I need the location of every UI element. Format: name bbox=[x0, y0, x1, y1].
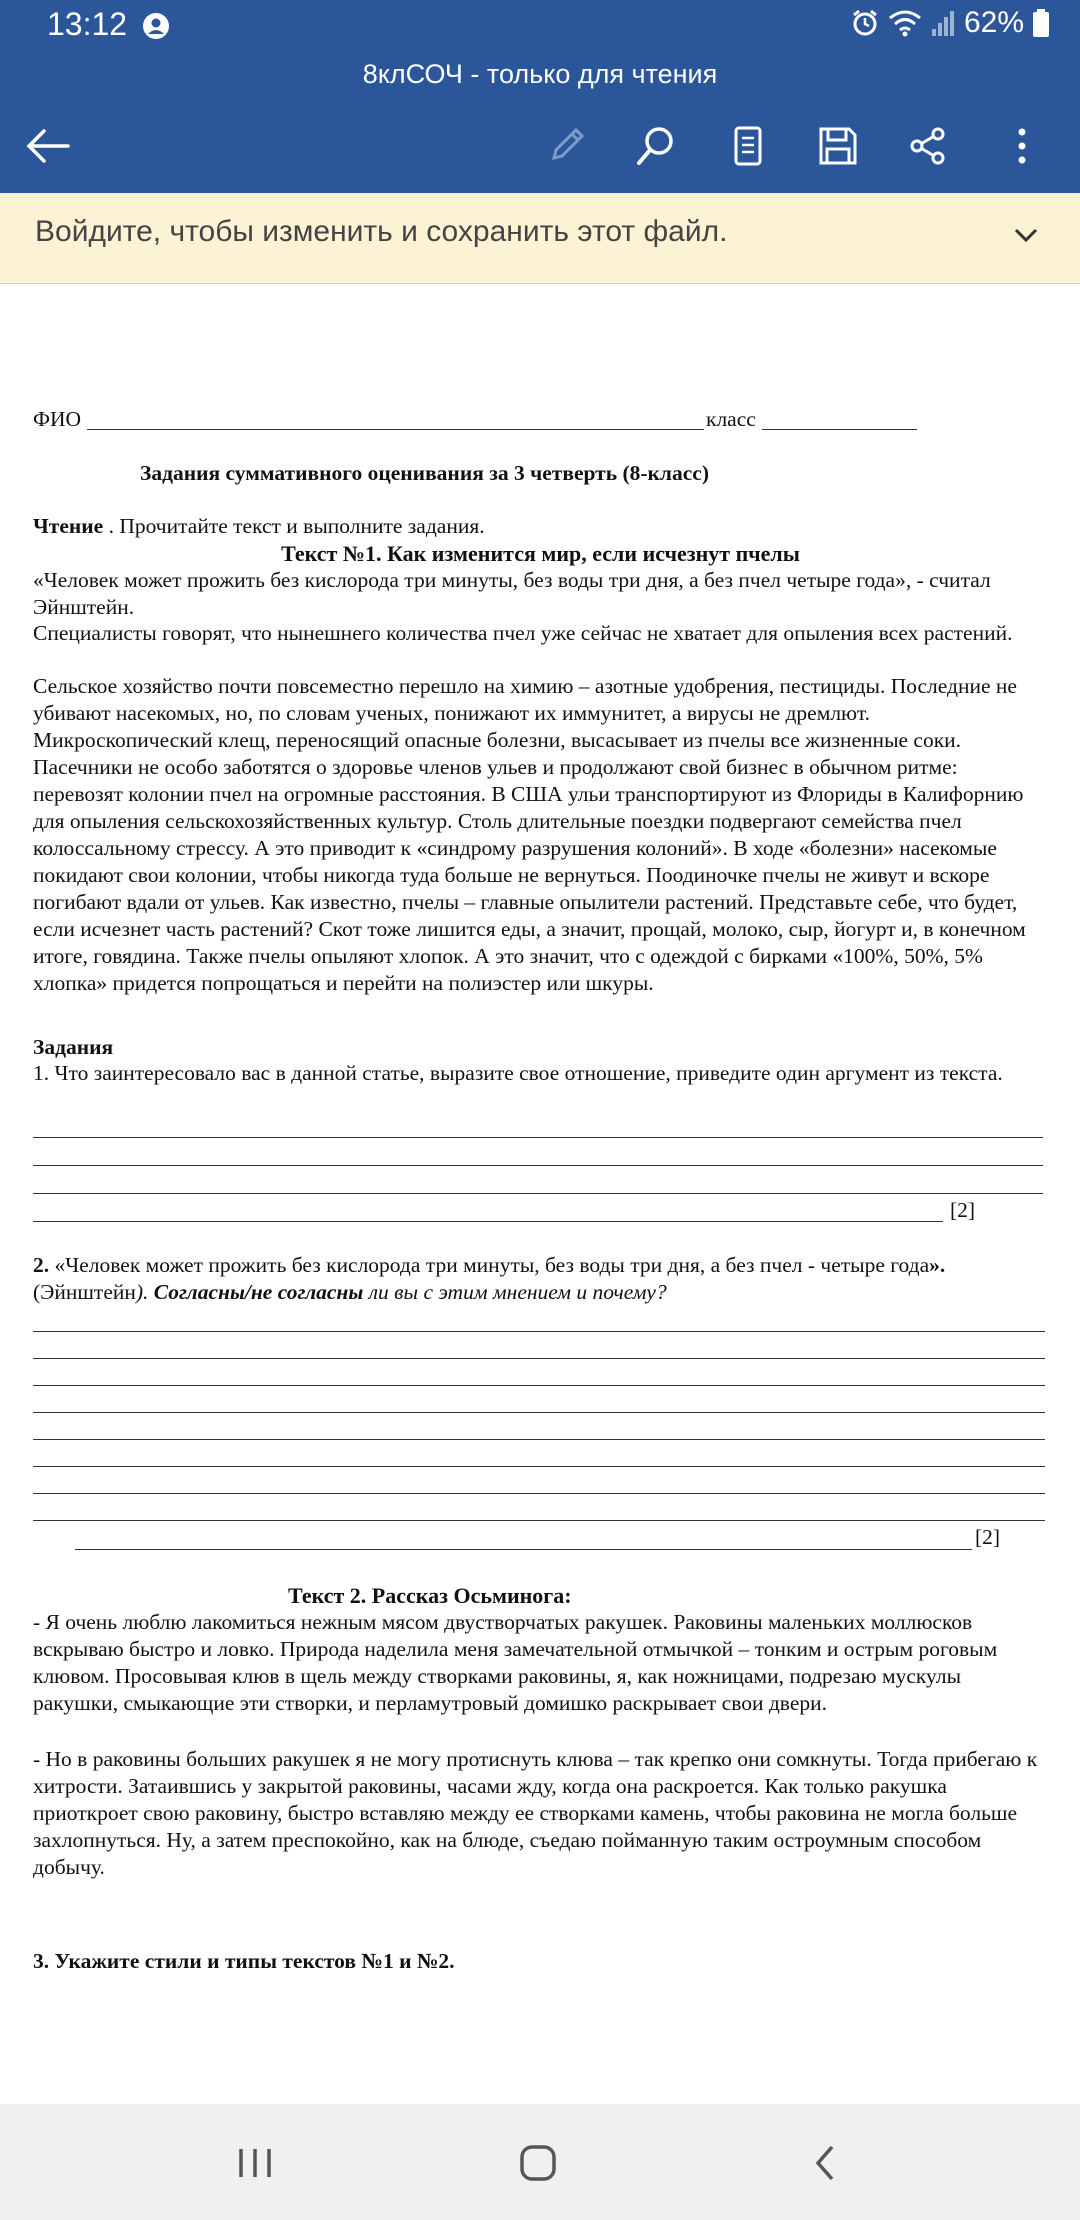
task-1: 1. Что заинтересовало вас в данной статье, выразите свое отношение, приведите один аргумент из текста. bbox=[33, 1061, 1003, 1085]
class-underline bbox=[762, 429, 917, 430]
home-icon bbox=[518, 2143, 558, 2183]
share-button[interactable] bbox=[900, 118, 956, 174]
app-header bbox=[0, 0, 1080, 193]
task-2-author: (Эйнштейн bbox=[33, 1280, 136, 1304]
system-nav-bar bbox=[0, 2104, 1080, 2220]
tasks-label: Задания bbox=[33, 1035, 114, 1059]
answer-line[interactable] bbox=[33, 1221, 943, 1222]
fio-label: ФИО bbox=[33, 407, 82, 431]
text1-title: Текст №1. Как изменится мир, если исчезнут пчелы bbox=[281, 541, 800, 566]
battery-percent: 62% bbox=[963, 6, 1024, 39]
edit-button[interactable] bbox=[538, 118, 594, 174]
answer-line[interactable] bbox=[75, 1549, 972, 1550]
chevron-down-icon[interactable] bbox=[1012, 221, 1040, 249]
status-bar bbox=[0, 0, 1080, 52]
answer-line[interactable] bbox=[33, 1193, 1043, 1194]
reading-instruction bbox=[33, 513, 1048, 540]
task-2-agree: Согласны/не согласны bbox=[153, 1280, 364, 1304]
more-options-button[interactable] bbox=[994, 118, 1050, 174]
alarm-icon bbox=[850, 8, 880, 38]
text2-paragraph-1: - Я очень люблю лакомиться нежным мясом двустворчатых ракушек. Раковины маленьких моллюсков вскрываю быстро и ловко. Природа наделила меня замечательной отмычкой – тонким и острым роговым клювом. Просовывая клюв в щель между створками раковины, я, как ножницами, подрезаю мускулы ракушки, смыкающие эти створки, и перламутровый домишко раскрывает свои двери. bbox=[33, 1610, 998, 1715]
signin-message: Войдите, чтобы изменить и сохранить этот файл. bbox=[35, 215, 728, 248]
class-label: класс bbox=[706, 407, 756, 431]
reading-instruction-text: . Прочитайте текст и выполните задания. bbox=[103, 514, 485, 538]
search-button[interactable] bbox=[628, 118, 684, 174]
home-button[interactable] bbox=[508, 2138, 568, 2188]
search-icon bbox=[635, 125, 677, 167]
answer-line[interactable] bbox=[33, 1137, 1043, 1138]
answer-line[interactable] bbox=[33, 1493, 1045, 1494]
answer-line[interactable] bbox=[33, 1412, 1045, 1413]
task-3: 3. Укажите стили и типы текстов №1 и №2. bbox=[33, 1949, 455, 1973]
save-button[interactable] bbox=[810, 118, 866, 174]
fio-underline bbox=[87, 429, 704, 430]
text2-title: Текст 2. Рассказ Осьминога: bbox=[288, 1583, 572, 1608]
task-2-paren-close: ). bbox=[135, 1280, 154, 1304]
wifi-icon bbox=[888, 8, 922, 38]
page-heading: Задания суммативного оценивания за 3 четверть (8-класс) bbox=[140, 461, 709, 485]
answer-line[interactable] bbox=[33, 1385, 1045, 1386]
back-nav-icon bbox=[810, 2143, 840, 2183]
document-title: 8клСОЧ - только для чтения bbox=[362, 59, 718, 89]
back-nav-button[interactable] bbox=[795, 2138, 855, 2188]
document-page[interactable] bbox=[0, 284, 1080, 2104]
back-button[interactable] bbox=[20, 118, 76, 174]
task-1-score: [2] bbox=[950, 1198, 976, 1222]
pencil-icon bbox=[546, 126, 586, 166]
task-2-number: 2. bbox=[33, 1253, 50, 1277]
status-icons bbox=[850, 6, 1050, 40]
task-2 bbox=[33, 1252, 1048, 1306]
toolbar bbox=[0, 100, 1080, 190]
status-time: 13:12 bbox=[47, 6, 128, 42]
reading-label: Чтение bbox=[33, 514, 104, 538]
answer-line[interactable] bbox=[33, 1439, 1045, 1440]
task-2-quote: «Человек может прожить без кислорода три минуты, без воды три дня, а без пчел - четыре года bbox=[49, 1253, 930, 1277]
text1-paragraph-2: Специалисты говорят, что нынешнего количества пчел уже сейчас не хватает для опыления всех растений. bbox=[33, 621, 1013, 645]
answer-line[interactable] bbox=[33, 1358, 1045, 1359]
text1-paragraph-3: Сельское хозяйство почти повсеместно перешло на химию – азотные удобрения, пестициды. Последние не убивают насекомых, но, по словам ученых, понижают их иммунитет, а вирусы не дремлют. Микроскопический клещ, переносящий опасные болезни, высасывает из пчелы все жизненные соки. Пасечники не особо заботятся о здоровье членов ульев и продолжают свой бизнес в обычном ритме: перевозят колонии пчел на огромные расстояния. В США ульи транспортируют из Флориды в Калифорнию для опыления сельскохозяйственных культур. Столь длительные поездки подвергают семейства пчел колоссальному стрессу. А это приводит к «синдрому разрушения колоний». В ходе «болезни» насекомые покидают свои колонии, чтобы никогда туда больше не вернуться. Поодиночке пчелы не живут и вскоре погибают вдали от ульев. Как известно, пчелы – главные опылители растений. Представьте себе, что будет, если исчезнет часть растений? Скот тоже лишится еды, а значит, прощай, молоко, сыр, йогурт и, в конечном итоге, говядина. Также пчелы опыляют хлопок. А это значит, что с одеждой с бирками «100%, 50%, 5% хлопка» придется попрощаться и перейти на полиэстер или шкуры. bbox=[33, 674, 1026, 995]
mobile-view-icon bbox=[733, 126, 763, 166]
recent-apps-button[interactable] bbox=[225, 2138, 285, 2188]
answer-line[interactable] bbox=[33, 1165, 1043, 1166]
share-icon bbox=[908, 126, 948, 166]
answer-line[interactable] bbox=[33, 1331, 1045, 1332]
task-2-quote-end: ». bbox=[929, 1253, 946, 1277]
recent-apps-icon bbox=[235, 2146, 275, 2180]
text1-paragraph-1: «Человек может прожить без кислорода три минуты, без воды три дня, а без пчел четыре года», - считал Эйнштейн. bbox=[33, 568, 991, 619]
task-2-score: [2] bbox=[975, 1525, 1001, 1549]
account-status-icon bbox=[142, 12, 170, 40]
text2-paragraph-2: - Но в раковины больших ракушек я не могу протиснуть клюва – так крепко они сомкнуты. Тогда прибегаю к хитрости. Затаившись у закрытой раковины, часами жду, когда она раскроется. Как только ракушка приоткроет свою раковину, быстро вставляю между ее створками камень, чтобы раковина не могла больше захлопнуться. Ну, а затем преспокойно, как на блюде, съедаю пойманную таким остроумным способом добычу. bbox=[33, 1747, 1038, 1879]
answer-line[interactable] bbox=[33, 1520, 1045, 1521]
signal-icon bbox=[930, 9, 956, 37]
battery-icon bbox=[1032, 8, 1050, 38]
more-vertical-icon bbox=[1016, 126, 1028, 166]
task-2-question: ли вы с этим мнением и почему? bbox=[363, 1280, 667, 1304]
save-icon bbox=[818, 126, 858, 166]
reading-view-button[interactable] bbox=[720, 118, 776, 174]
back-arrow-icon bbox=[26, 128, 70, 164]
signin-banner[interactable] bbox=[0, 193, 1080, 284]
answer-line[interactable] bbox=[33, 1466, 1045, 1467]
